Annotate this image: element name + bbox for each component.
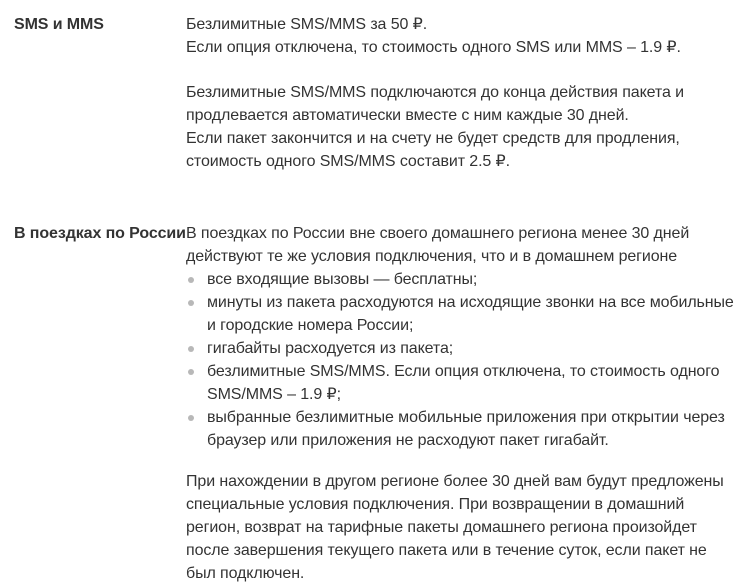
section-label-sms-mms: SMS и MMS (14, 16, 104, 33)
text-line: Безлимитные SMS/MMS подключаются до конца действия пакета и продлевается автоматически вместе с ним каждые 30 дней. (186, 84, 684, 124)
bullet-icon (188, 346, 194, 352)
bullet-icon (188, 300, 194, 306)
bullet-icon (188, 277, 194, 283)
text-line: Если пакет закончится и на счету не будет средств для продления, стоимость одного SMS/MMS составит 2.5 ₽. (186, 130, 680, 170)
section-label-travel-russia: В поездках по России (14, 225, 186, 242)
paragraph-sms-renewal (186, 81, 736, 173)
text-line: При нахождении в другом регионе более 30 дней вам будут предложены специальные условия подключения. При возвращении в домашний регион, возврат на тарифные пакеты домашнего региона произойдет после завершения текущего пакета или в течение суток, если пакет не был подключен. (186, 473, 724, 582)
section-content-sms-mms (186, 13, 736, 173)
paragraph-travel-outro (186, 470, 736, 585)
bullet-text: выбранные безлимитные мобильные приложения при открытии через браузер или приложения не расходуют пакет гигабайт. (207, 409, 725, 449)
text-line: В поездках по России вне своего домашнего региона менее 30 дней действуют те же условия подключения, что и в домашнем регионе (186, 225, 690, 265)
bullet-item (186, 268, 736, 291)
bullet-text: безлимитные SMS/MMS. Если опция отключена, то стоимость одного SMS/MMS – 1.9 ₽; (207, 363, 720, 403)
bullet-item (186, 291, 736, 337)
paragraph-sms-price (186, 13, 736, 59)
bullet-icon (188, 415, 194, 421)
bullet-item (186, 406, 736, 452)
section-travel-russia (14, 222, 736, 585)
bullet-item (186, 337, 736, 360)
section-content-travel-russia (186, 222, 736, 585)
bullet-icon (188, 369, 194, 375)
travel-conditions-list (186, 268, 736, 452)
text-line: Если опция отключена, то стоимость одного SMS или MMS – 1.9 ₽. (186, 39, 681, 56)
text-line: Безлимитные SMS/MMS за 50 ₽. (186, 16, 428, 33)
bullet-text: минуты из пакета расходуются на исходящие звонки на все мобильные и городские номера России; (207, 294, 734, 334)
section-sms-mms (14, 13, 736, 173)
paragraph-travel-intro (186, 222, 736, 268)
bullet-item (186, 360, 736, 406)
bullet-text: гигабайты расходуется из пакета; (207, 340, 454, 357)
bullet-text: все входящие вызовы — бесплатны; (207, 271, 478, 288)
